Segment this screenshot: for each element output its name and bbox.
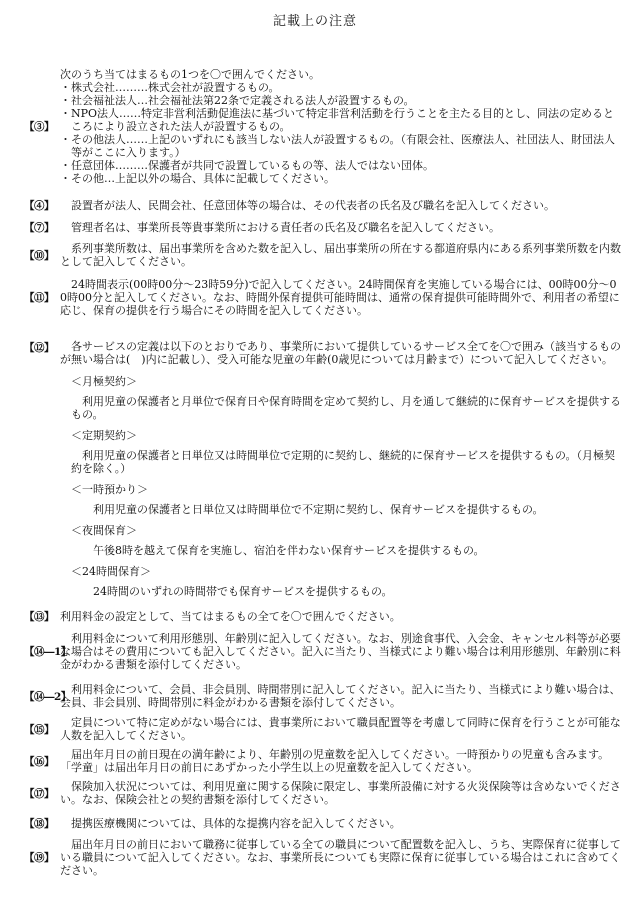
note-14-2 [24, 683, 622, 709]
note-14-1 [24, 632, 622, 671]
note-text: 24時間表示(00時00分～23時59分)で記入してください。24時間保育を実施している場合には、00時00分～00時00分と記入してください。なお、時間外保育提供可能時間は、通常の保育提供可能時間外で、利用者の希望に応じ、保育の提供を行う場合にその時間を記入してください。 [60, 278, 620, 317]
note-4 [24, 198, 622, 213]
note-text: 保険加入状況については、利用児童に関する保険に限定し、事業所設備に対する火災保険等は含めないでください。なお、保険会社との契約書類を添付してください。 [60, 780, 621, 806]
service-desc: 利用児童の保護者と日単位又は時間単位で不定期に契約し、保育サービスを提供するもの。 [93, 503, 544, 516]
note-15 [24, 716, 622, 742]
note-marker: 【④】 [24, 200, 54, 212]
note-line: ・任意団体………保護者が共同で設置しているもの等、法人ではない団体。 [60, 159, 434, 172]
service-desc: 利用児童の保護者と月単位で保育日や保育時間を定めて契約し、月を通して継続的に保育サービスを提供するもの。 [71, 395, 621, 421]
note-text: 届出年月日の前日において職務に従事している全ての職員について配置数を記入し、うち、実際保育に従事している職員について記入してください。なお、事業所長についても実際に保育に従事している場合はこれに含めてください。 [60, 838, 621, 877]
note-13 [24, 609, 622, 624]
note-text: 系列事業所数は、届出事業所を含めた数を記入し、届出事業所の所在する都道府県内にある系列事業所数を内数として記入してください。 [60, 242, 621, 268]
note-line: 次のうち当てはまるもの1つを〇で囲んでください。 [60, 68, 320, 81]
note-text: 利用料金について、会員、非会員別、時間帯別に記入してください。記入に当たり、当様式により難い場合は、会員、非会員別、時間帯別に料金がわかる書類を添付してください。 [60, 683, 621, 709]
note-text: 提携医療機関については、具体的な提携内容を記入してください。 [71, 817, 401, 830]
note-marker: 【③】 [24, 121, 54, 133]
note-intro: 各サービスの定義は以下のとおりであり、事業所において提供しているサービス全てを〇で囲み（該当するものが無い場合は( )内に記載し）、受入可能な児童の年齢(0歳児については月齢まで）について記入してください。 [60, 340, 621, 366]
note-marker: 【⑮】 [24, 723, 54, 736]
note-11 [24, 278, 622, 317]
note-text: 定員について特に定めがない場合には、貴事業所において職員配置等を考慮して同時に保育を行うことが可能な人数を記入してください。 [60, 716, 621, 742]
note-line: ・その他法人……上記のいずれにも該当しない法人が設置するもの。（有限会社、医療法人、社団法人、財団法人等がここに入ります。） [60, 133, 616, 159]
note-marker: 【⑫】 [24, 342, 54, 354]
note-marker: 【⑪】 [24, 292, 54, 304]
note-text: 管理者名は、事業所長等貴事業所における責任者の氏名及び職名を記入してください。 [71, 221, 500, 234]
note-text: 設置者が法人、民間会社、任意団体等の場合は、その代表者の氏名及び職名を記入してください。 [71, 199, 555, 212]
note-3 [24, 68, 622, 185]
note-10 [24, 242, 622, 268]
note-marker: 【⑬】 [24, 611, 54, 623]
service-heading: ＜月極契約＞ [71, 375, 137, 388]
note-marker: 【⑩】 [24, 249, 54, 262]
note-marker: 【⑭―2】 [24, 690, 71, 703]
service-heading: ＜一時預かり＞ [71, 483, 148, 496]
note-marker: 【⑭―1】 [24, 646, 71, 658]
service-heading: ＜24時間保育＞ [71, 565, 151, 578]
note-body [60, 340, 622, 598]
note-12 [24, 340, 622, 598]
note-marker: 【⑯】 [24, 755, 54, 768]
service-desc: 利用児童の保護者と日単位又は時間単位で定期的に契約し、継続的に保育サービスを提供するもの。（月極契約を除く。） [71, 449, 616, 475]
page-title: 記載上の注意 [272, 14, 357, 29]
note-text: 届出年月日の前日現在の満年齢により、年齢別の児童数を記入してください。一時預かりの児童も含みます。「学童」は届出年月日の前日にあずかった小学生以上の児童数を記入してください。 [60, 748, 610, 774]
service-heading: ＜夜間保育＞ [71, 524, 137, 537]
note-line: ・社会福祉法人…社会福祉法第22条で定義される法人が設置するもの。 [60, 94, 415, 107]
service-desc: 午後8時を越えて保育を実施し、宿泊を伴わない保育サービスを提供するもの。 [93, 544, 485, 557]
note-16 [24, 748, 622, 774]
service-desc: 24時間のいずれの時間帯でも保育サービスを提供するもの。 [93, 585, 393, 598]
note-18 [24, 816, 622, 831]
note-marker: 【⑰】 [24, 787, 54, 800]
note-17 [24, 780, 622, 806]
service-heading: ＜定期契約＞ [71, 429, 137, 442]
note-line: ・株式会社………株式会社が設置するもの。 [60, 81, 280, 94]
note-7 [24, 220, 622, 235]
note-line: ・NPO法人……特定非営利活動促進法に基づいて特定非営利活動を行うことを主たる目的とし、同法の定めるところにより設立された法人が設置するもの。 [60, 107, 615, 133]
note-marker: 【⑦】 [24, 222, 54, 234]
note-text: 利用料金について利用形態別、年齢別に記入してください。なお、別途食事代、入会金、キャンセル料等が必要な場合はその費用についても記入してください。記入に当たり、当様式により難い場合は利用形態別、年齢別に料金がわかる書類を添付してください。 [60, 632, 621, 671]
note-line: ・その他…上記以外の場合、具体に記載してください。 [60, 172, 335, 185]
note-marker: 【⑲】 [24, 852, 54, 864]
note-marker: 【⑱】 [24, 818, 54, 830]
note-text: 利用料金の設定として、当てはまるもの全てを〇で囲んでください。 [60, 610, 401, 623]
note-body [60, 68, 622, 185]
note-19 [24, 838, 622, 877]
